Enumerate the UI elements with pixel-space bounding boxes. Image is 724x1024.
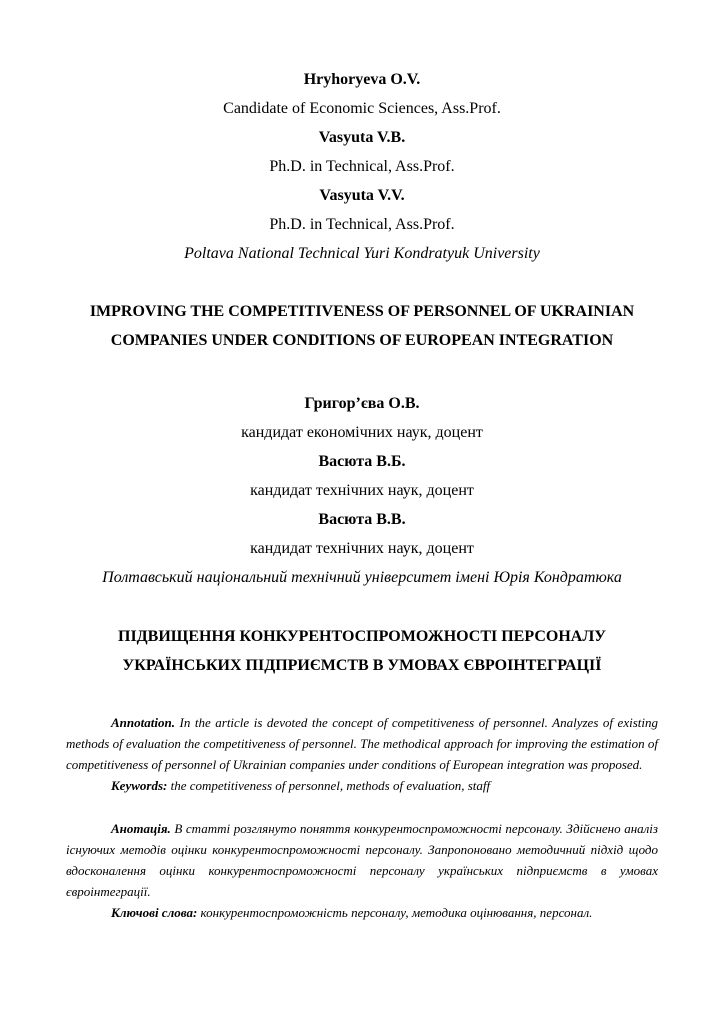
author-name-en-2: Vasyuta V.B. — [318, 129, 406, 146]
affiliation-uk: Полтавський національний технічний університет імені Юрія Кондратюка — [102, 569, 622, 586]
author-degree-en-3: Ph.D. in Technical, Ass.Prof. — [269, 216, 455, 233]
annotation-en-text: In the article is devoted the concept of competitiveness of personnel. Analyzes of existing methods of evaluation the competitiveness of personnel. The methodical approach for improving the estimation of competitiveness of personnel of Ukrainian companies under conditions of European integration was proposed. — [66, 715, 658, 772]
paper-title-en-line-1: IMPROVING THE COMPETITIVENESS OF PERSONNEL OF UKRAINIAN — [89, 303, 635, 320]
annotation-en-label: Annotation. — [111, 715, 175, 730]
author-degree-uk-1: кандидат економічних наук, доцент — [241, 424, 483, 441]
author-name-en-3: Vasyuta V.V. — [319, 187, 405, 204]
annotation-uk-text: В статті розглянуто поняття конкурентоспроможності персоналу. Здійснено аналіз існуючих методів оцінки конкурентоспроможності персоналу. Запропоновано методичний підхід щодо вдосконалення оцінки конкурентоспроможності персоналу українських підприємств в умовах євроінтеграції. — [66, 821, 658, 899]
paper-title-en — [66, 297, 658, 355]
author-degree-en-2: Ph.D. in Technical, Ass.Prof. — [269, 158, 455, 175]
author-degree-uk-3: кандидат технічних наук, доцент — [250, 540, 474, 557]
author-name-uk-2: Васюта В.Б. — [318, 453, 406, 470]
affiliation-en: Poltava National Technical Yuri Kondratyuk University — [184, 245, 540, 262]
keywords-en-label: Keywords: — [111, 778, 168, 793]
keywords-uk-label: Ключові слова: — [111, 905, 198, 920]
keywords-uk-text: конкурентоспроможність персоналу, методика оцінювання, персонал. — [200, 905, 593, 920]
authors-block-en — [66, 65, 658, 268]
paper-title-uk — [66, 622, 658, 680]
annotation-uk — [66, 818, 658, 902]
author-name-uk-1: Григор’єва О.В. — [304, 395, 420, 412]
annotation-uk-label: Анотація. — [111, 821, 171, 836]
paper-title-en-line-2: COMPANIES UNDER CONDITIONS OF EUROPEAN INTEGRATION — [110, 332, 614, 349]
author-name-uk-3: Васюта В.В. — [318, 511, 406, 528]
author-degree-uk-2: кандидат технічних наук, доцент — [250, 482, 474, 499]
paper-title-uk-line-2: УКРАЇНСЬКИХ ПІДПРИЄМСТВ В УМОВАХ ЄВРОІНТЕГРАЦІЇ — [122, 657, 602, 674]
authors-block-uk — [66, 389, 658, 592]
keywords-uk — [66, 902, 658, 923]
paper-title-uk-line-1: ПІДВИЩЕННЯ КОНКУРЕНТОСПРОМОЖНОСТІ ПЕРСОНАЛУ — [118, 628, 606, 645]
annotation-en — [66, 712, 658, 775]
keywords-en — [66, 775, 658, 796]
author-name-en-1: Hryhoryeva O.V. — [303, 71, 421, 88]
keywords-en-text: the competitiveness of personnel, methods of evaluation, staff — [170, 778, 491, 793]
author-degree-en-1: Candidate of Economic Sciences, Ass.Prof. — [223, 100, 501, 117]
